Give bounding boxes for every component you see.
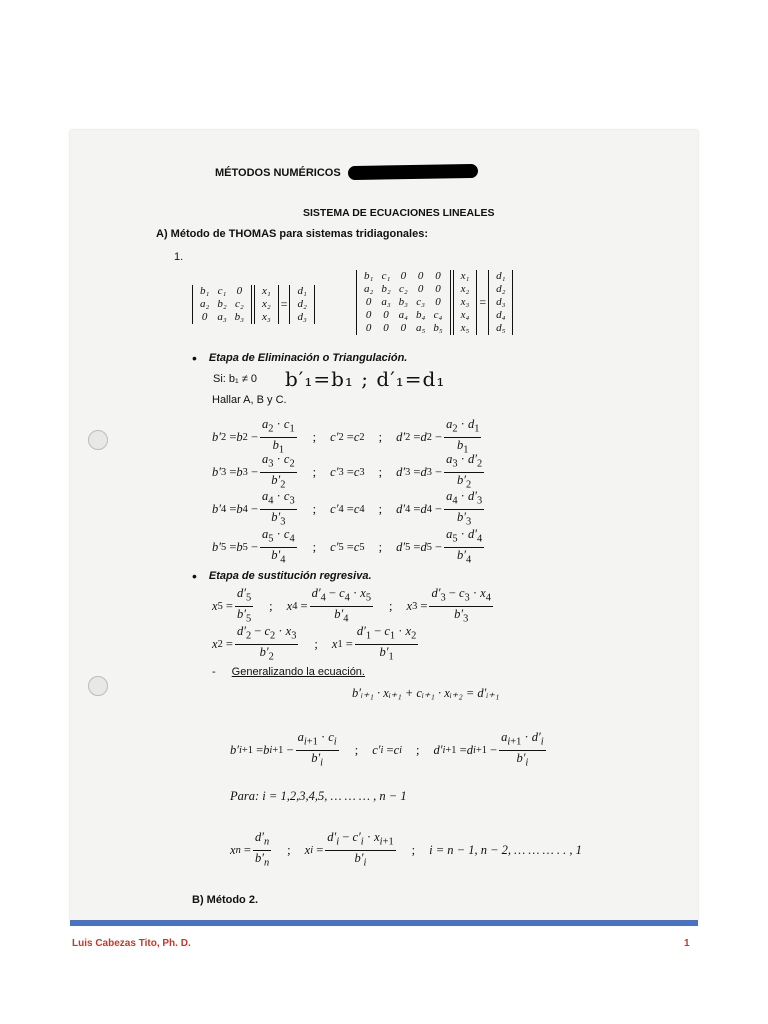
general-equation: b′ᵢ₊₁ · xᵢ₊₁ + cᵢ₊₁ · xᵢ₊₂ = d′ᵢ₊₁ — [352, 686, 500, 700]
back-range: i = n − 1, n − 2, … … … . . , 1 — [429, 842, 582, 857]
substitution-eq-row2: x 2 = $\frac{d'_2 - c_2 \cdot x_3}{b'_2}$ ; x 1 = $\frac{d'_1 - c_1 \cdot x_2}{b'_1}$ — [212, 624, 417, 662]
elimination-heading — [192, 350, 407, 366]
section-a-title: A) Método de THOMAS para sistemas tridiagonales: — [156, 228, 428, 240]
coefficient-matrix-3: b₁ c₁ 0 a₂ b₂ c₂ 0 a₃ b₃ — [192, 285, 252, 324]
bullet-icon: • — [192, 350, 197, 366]
handwritten-note: b′₁=b₁ ; d′₁=d₁ — [285, 367, 446, 391]
redacted-name — [348, 164, 478, 180]
dash-icon: - — [212, 666, 216, 678]
topic-title: SISTEMA DE ECUACIONES LINEALES — [303, 207, 495, 219]
page-number: 1 — [684, 938, 690, 949]
general-back-substitution: x n = $\frac{d'_n}{b'_n}$ ; x i = $\frac{d'_i - c'_i \cdot x_{i+1}}{b'_i}$ ; i = n − 1, n − 2, … … … . . , 1 — [230, 830, 582, 868]
section-b-title: B) Método 2. — [192, 894, 258, 906]
elimination-eq-2: b′ 2 = b 2 − $\frac{a_2 \cdot c_1}{b_1}$ ; c′ 2 = c 2 ; d′ 2 = d 2 − $\frac{a_2 \cdot d_1}{b_1}$ — [212, 417, 480, 455]
footer-rule — [70, 920, 698, 926]
general-recurrence: b′ i+1 = b i+1 − $\frac{a_{i+1} \cdot c_i}{b'_i}$ ; c′ i = c i ; d′ i+1 = d i+1 − $\frac{a_{i+1} \cdot d'_i}{b'_i}$ — [230, 730, 544, 768]
unknowns-vector-3: x₁ x₂ x₃ — [254, 285, 279, 324]
substitution-heading-text: Etapa de sustitución regresiva. — [208, 570, 372, 582]
elimination-eq-3: b′ 3 = b 3 − $\frac{a_3 \cdot c_2}{b'_2}$ ; c′ 3 = c 3 ; d′ 3 = d 3 − $\frac{a_3 \cdot d'_2}{b'_2}$ — [212, 452, 483, 490]
system-5x5: b₁ c₁ 0 0 0 a₂ b₂ c₂ 0 0 0 a₃ b₃ c₃ 0 0 0 a₄ b₄ c₄ 0 0 0 a₅ b₅ x₁ x₂ x₃ x₄ x₅ = d₁ d₂ d₃ d₄ d₅ — [356, 270, 513, 335]
footer-author: Luis Cabezas Tito, Ph. D. — [72, 938, 191, 949]
system-3x3: b₁ c₁ 0 a₂ b₂ c₂ 0 a₃ b₃ x₁ x₂ x₃ = d₁ d₂ d₃ — [192, 285, 315, 324]
constants-vector-3: d₁ d₂ d₃ — [289, 285, 314, 324]
condition: Si: b₁ ≠ 0 — [213, 373, 257, 385]
punch-hole — [88, 676, 108, 696]
constants-vector-5: d₁ d₂ d₃ d₄ d₅ — [488, 270, 513, 335]
elimination-heading-text: Etapa de Eliminación o Triangulación. — [208, 352, 408, 364]
item-number: 1. — [174, 251, 184, 263]
unknowns-vector-5: x₁ x₂ x₃ x₄ x₅ — [453, 270, 478, 335]
bullet-icon: • — [192, 568, 197, 584]
punch-hole — [88, 430, 108, 450]
course-title: MÉTODOS NUMÉRICOS — [215, 167, 341, 179]
index-range: Para: i = 1,2,3,4,5, … … … , n − 1 — [230, 789, 407, 803]
substitution-heading — [192, 568, 372, 584]
instruction: Hallar A, B y C. — [212, 394, 287, 406]
elimination-eq-5: b′ 5 = b 5 − $\frac{a_5 \cdot c_4}{b'_4}$ ; c′ 5 = c 5 ; d′ 5 = d 5 − $\frac{a_5 \cdot d'_4}{b'_4}$ — [212, 527, 483, 565]
generalization-label: - Generalizando la ecuación. — [212, 666, 365, 678]
coefficient-matrix-5: b₁ c₁ 0 0 0 a₂ b₂ c₂ 0 0 0 a₃ b₃ c₃ 0 0 0 a₄ b₄ c₄ 0 0 0 a₅ b₅ — [356, 270, 451, 335]
elimination-eq-4: b′ 4 = b 4 − $\frac{a_4 \cdot c_3}{b'_3}$ ; c′ 4 = c 4 ; d′ 4 = d 4 − $\frac{a_4 \cdot d'_3}{b'_3}$ — [212, 489, 483, 527]
substitution-eq-row1: x 5 = $\frac{d'_5}{b'_5}$ ; x 4 = $\frac{d'_4 - c_4 \cdot x_5}{b'_4}$ ; x 3 = $\frac{d'_3 - c_3 \cdot x_4}{b'_3}$ — [212, 586, 491, 624]
